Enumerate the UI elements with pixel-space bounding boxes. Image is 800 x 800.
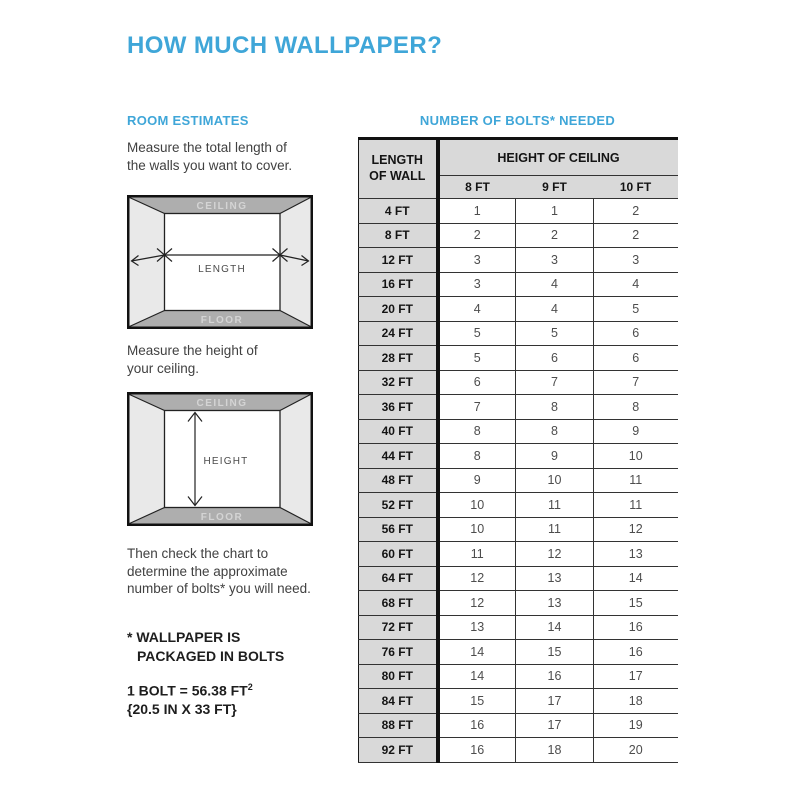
- instruction-line: Measure the total length of: [127, 140, 287, 155]
- wall-length-label: 64 FT: [359, 566, 438, 591]
- length-room-diagram: [127, 195, 313, 329]
- table-row: [359, 346, 678, 371]
- bolt-count-cell: 2: [594, 199, 678, 224]
- left-wall-panel: [130, 395, 165, 524]
- bolt-count-cell: 13: [594, 542, 678, 567]
- bolt-count-cell: 8: [438, 419, 516, 444]
- wall-length-label: 12 FT: [359, 248, 438, 273]
- bolt-count-cell: 12: [594, 517, 678, 542]
- wall-length-label: 84 FT: [359, 689, 438, 714]
- left-wall-panel: [130, 198, 165, 327]
- length-of-wall-header: [359, 139, 438, 199]
- table-row: [359, 419, 678, 444]
- instruction-measure-length: [127, 139, 292, 174]
- bolt-size-line: {20.5 IN X 33 FT}: [127, 701, 237, 718]
- bolt-count-cell: 20: [594, 738, 678, 763]
- bolt-count-cell: 14: [438, 664, 516, 689]
- right-wall-panel: [280, 395, 311, 524]
- table-row: [359, 542, 678, 567]
- table-row: [359, 223, 678, 248]
- bolt-count-cell: 5: [594, 297, 678, 322]
- bolt-count-cell: 17: [594, 664, 678, 689]
- bolt-count-cell: 13: [516, 591, 594, 616]
- bolt-count-cell: 9: [516, 444, 594, 469]
- wall-length-label: 4 FT: [359, 199, 438, 224]
- instruction-check-chart: [127, 545, 311, 598]
- squared-superscript: 2: [247, 682, 253, 692]
- wall-length-label: 32 FT: [359, 370, 438, 395]
- instruction-line: determine the approximate: [127, 563, 288, 579]
- height-of-ceiling-header: HEIGHT OF CEILING: [438, 139, 678, 176]
- bolt-count-cell: 2: [438, 223, 516, 248]
- table-row: [359, 395, 678, 420]
- bolt-count-cell: 12: [516, 542, 594, 567]
- table-row: [359, 640, 678, 665]
- bolt-count-cell: 8: [438, 444, 516, 469]
- wall-length-label: 48 FT: [359, 468, 438, 493]
- table-row: [359, 591, 678, 616]
- bolts-table-head: [359, 139, 678, 199]
- table-row: [359, 517, 678, 542]
- bolt-count-cell: 9: [438, 468, 516, 493]
- wall-length-label: 68 FT: [359, 591, 438, 616]
- bolt-count-cell: 14: [516, 615, 594, 640]
- ceiling-height-column-header: 8 FT: [438, 176, 516, 199]
- bolt-size-text: 1 BOLT = 56.38 FT: [127, 682, 248, 699]
- bolt-count-cell: 3: [594, 248, 678, 273]
- table-row: [359, 493, 678, 518]
- wall-length-label: 92 FT: [359, 738, 438, 763]
- floor-label: FLOOR: [200, 512, 244, 523]
- length-of-wall-line: OF WALL: [369, 169, 426, 183]
- bolt-count-cell: 4: [516, 297, 594, 322]
- bolts-table-container: [358, 137, 678, 763]
- bolt-count-cell: 3: [438, 248, 516, 273]
- bolt-count-cell: 8: [516, 419, 594, 444]
- bolt-count-cell: 1: [516, 199, 594, 224]
- bolts-needed-heading: NUMBER OF BOLTS* NEEDED: [419, 113, 616, 128]
- footnote-line: PACKAGED IN BOLTS: [137, 647, 285, 664]
- wall-length-label: 56 FT: [359, 517, 438, 542]
- wallpaper-bolts-footnote: [127, 628, 284, 665]
- wall-length-label: 44 FT: [359, 444, 438, 469]
- bolt-count-cell: 1: [438, 199, 516, 224]
- length-label: LENGTH: [198, 264, 246, 275]
- table-row: [359, 248, 678, 273]
- bolt-count-cell: 11: [594, 493, 678, 518]
- wall-length-label: 24 FT: [359, 321, 438, 346]
- table-row: [359, 199, 678, 224]
- bolt-count-cell: 15: [594, 591, 678, 616]
- table-row: [359, 272, 678, 297]
- bolt-count-cell: 5: [438, 346, 516, 371]
- table-row: [359, 468, 678, 493]
- table-row: [359, 297, 678, 322]
- bolt-count-cell: 4: [594, 272, 678, 297]
- bolt-count-cell: 12: [438, 566, 516, 591]
- wall-length-label: 16 FT: [359, 272, 438, 297]
- bolt-count-cell: 17: [516, 713, 594, 738]
- floor-label: FLOOR: [200, 315, 244, 326]
- bolt-count-cell: 10: [438, 493, 516, 518]
- height-room-diagram: [127, 392, 313, 526]
- bolt-count-cell: 8: [594, 395, 678, 420]
- bolt-count-cell: 7: [594, 370, 678, 395]
- table-row: [359, 444, 678, 469]
- back-wall: [165, 214, 281, 311]
- bolt-count-cell: 11: [438, 542, 516, 567]
- bolt-count-cell: 2: [516, 223, 594, 248]
- ceiling-height-column-header: 9 FT: [516, 176, 594, 199]
- wall-length-label: 8 FT: [359, 223, 438, 248]
- instruction-line: the walls you want to cover.: [127, 157, 293, 173]
- bolt-count-cell: 13: [516, 566, 594, 591]
- bolts-table-body: [359, 199, 678, 763]
- instruction-line: Then check the chart to: [127, 546, 269, 561]
- table-row: [359, 689, 678, 714]
- bolt-count-cell: 4: [438, 297, 516, 322]
- bolt-count-cell: 14: [594, 566, 678, 591]
- instruction-measure-height: [127, 342, 258, 377]
- bolt-count-cell: 8: [516, 395, 594, 420]
- ceiling-label: CEILING: [196, 398, 248, 409]
- bolt-count-cell: 9: [594, 419, 678, 444]
- bolt-count-cell: 5: [516, 321, 594, 346]
- bolt-count-cell: 3: [516, 248, 594, 273]
- bolt-size-line: [127, 678, 253, 700]
- bolt-count-cell: 6: [516, 346, 594, 371]
- bolt-count-cell: 10: [594, 444, 678, 469]
- wall-length-label: 36 FT: [359, 395, 438, 420]
- bolt-count-cell: 15: [516, 640, 594, 665]
- bolt-count-cell: 17: [516, 689, 594, 714]
- bolt-count-cell: 10: [516, 468, 594, 493]
- bolt-count-cell: 18: [594, 689, 678, 714]
- bolt-count-cell: 6: [594, 321, 678, 346]
- bolt-count-cell: 16: [594, 640, 678, 665]
- ceiling-height-column-header: 10 FT: [594, 176, 678, 199]
- wall-length-label: 88 FT: [359, 713, 438, 738]
- wall-length-label: 40 FT: [359, 419, 438, 444]
- length-of-wall-line: LENGTH: [371, 153, 423, 168]
- wall-length-label: 80 FT: [359, 664, 438, 689]
- bolt-count-cell: 11: [594, 468, 678, 493]
- wall-length-label: 20 FT: [359, 297, 438, 322]
- table-row: [359, 566, 678, 591]
- bolt-count-cell: 4: [516, 272, 594, 297]
- bolt-count-cell: 10: [438, 517, 516, 542]
- wall-length-label: 60 FT: [359, 542, 438, 567]
- wall-length-label: 76 FT: [359, 640, 438, 665]
- bolt-count-cell: 14: [438, 640, 516, 665]
- bolt-count-cell: 6: [438, 370, 516, 395]
- bolts-table: [358, 137, 678, 763]
- table-row: [359, 664, 678, 689]
- page-title: HOW MUCH WALLPAPER?: [127, 32, 443, 59]
- bolt-count-cell: 11: [516, 493, 594, 518]
- wall-length-label: 72 FT: [359, 615, 438, 640]
- bolt-count-cell: 7: [516, 370, 594, 395]
- bolt-size-note: [127, 678, 253, 719]
- bolt-count-cell: 18: [516, 738, 594, 763]
- table-row: [359, 738, 678, 763]
- bolt-count-cell: 13: [438, 615, 516, 640]
- height-label: HEIGHT: [203, 456, 249, 467]
- instruction-line: Measure the height of: [127, 343, 258, 358]
- bolt-count-cell: 16: [438, 713, 516, 738]
- bolt-count-cell: 19: [594, 713, 678, 738]
- ceiling-label: CEILING: [196, 201, 248, 212]
- footnote-line: * WALLPAPER IS: [127, 629, 241, 645]
- table-row: [359, 615, 678, 640]
- bolt-count-cell: 3: [438, 272, 516, 297]
- table-row: [359, 321, 678, 346]
- bolt-count-cell: 7: [438, 395, 516, 420]
- bolt-count-cell: 12: [438, 591, 516, 616]
- bolt-count-cell: 6: [594, 346, 678, 371]
- bolt-count-cell: 16: [594, 615, 678, 640]
- wall-length-label: 28 FT: [359, 346, 438, 371]
- bolt-count-cell: 16: [438, 738, 516, 763]
- wall-length-label: 52 FT: [359, 493, 438, 518]
- instruction-line: your ceiling.: [127, 360, 200, 376]
- table-row: [359, 370, 678, 395]
- room-estimates-heading: ROOM ESTIMATES: [127, 113, 249, 128]
- table-row: [359, 713, 678, 738]
- bolt-count-cell: 15: [438, 689, 516, 714]
- instruction-line: number of bolts* you will need.: [127, 581, 311, 596]
- bolt-count-cell: 11: [516, 517, 594, 542]
- bolt-count-cell: 5: [438, 321, 516, 346]
- bolt-count-cell: 16: [516, 664, 594, 689]
- bolt-count-cell: 2: [594, 223, 678, 248]
